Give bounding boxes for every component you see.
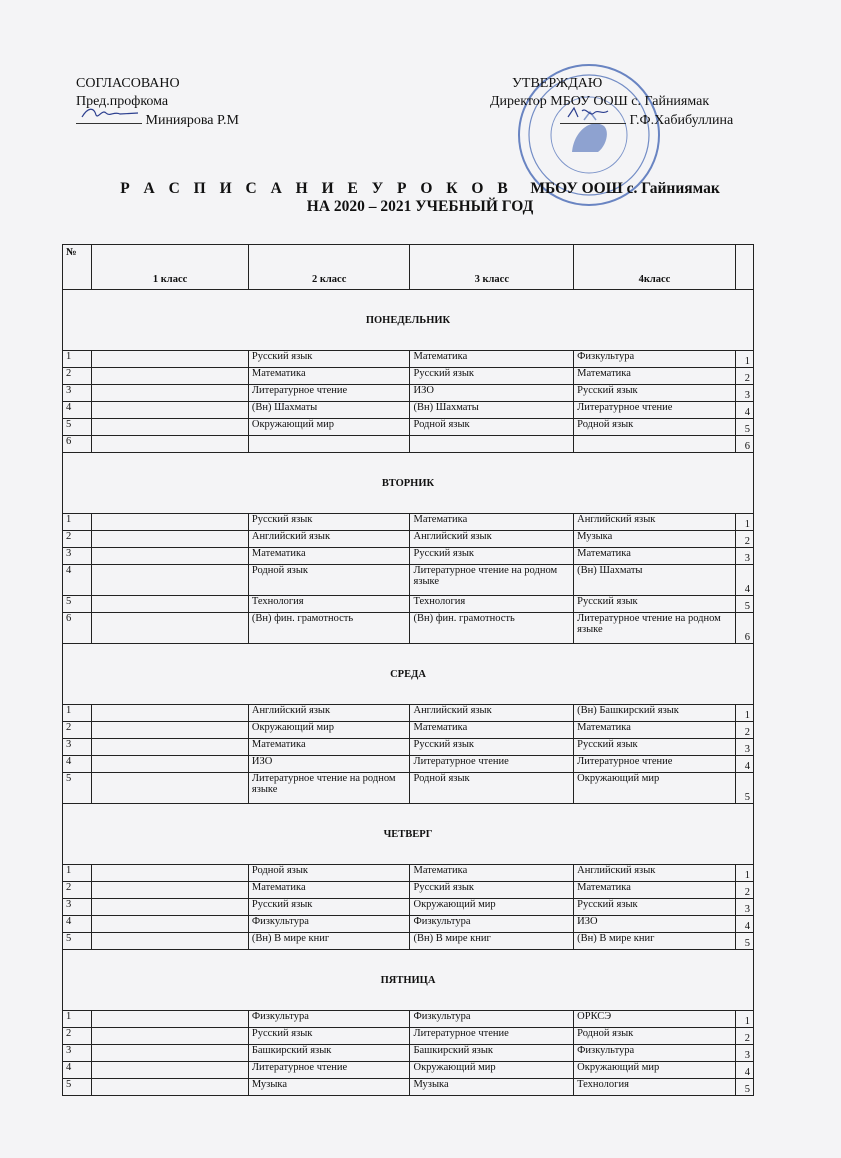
approved-position: Директор МБОУ ООШ с. Гайниямак: [490, 94, 710, 109]
lesson-number-right: 1: [735, 514, 753, 531]
lesson-number-right: 1: [735, 1011, 753, 1028]
class-2-lesson: Математика: [248, 368, 410, 385]
class-1-lesson: [92, 565, 249, 596]
lesson-row: [63, 368, 754, 385]
class-1-lesson: [92, 514, 249, 531]
class-1-lesson: [92, 1011, 249, 1028]
lesson-row: [63, 705, 754, 722]
class-2-lesson: Русский язык: [248, 1028, 410, 1045]
schedule-table: [62, 244, 754, 1096]
class-1-lesson: [92, 596, 249, 613]
header-empty: [735, 245, 753, 290]
lesson-number-right: 3: [735, 1045, 753, 1062]
lesson-number-right: 5: [735, 419, 753, 436]
lesson-row: [63, 933, 754, 950]
class-4-lesson: Математика: [574, 368, 736, 385]
lesson-number-right: 3: [735, 548, 753, 565]
lesson-number-right: 5: [735, 773, 753, 804]
class-3-lesson: Окружающий мир: [410, 1062, 574, 1079]
lesson-number-right: 4: [735, 565, 753, 596]
lesson-row: [63, 1011, 754, 1028]
title-year: НА 2020 – 2021 УЧЕБНЫЙ ГОД: [306, 198, 534, 215]
lesson-row: [63, 865, 754, 882]
lesson-number-right: 4: [735, 916, 753, 933]
class-3-lesson: Башкирский язык: [410, 1045, 574, 1062]
class-4-lesson: Английский язык: [574, 865, 736, 882]
lesson-row: [63, 514, 754, 531]
class-1-lesson: [92, 773, 249, 804]
lesson-row: [63, 739, 754, 756]
class-4-lesson: Русский язык: [574, 739, 736, 756]
lesson-number: 4: [63, 402, 92, 419]
lesson-row: [63, 756, 754, 773]
day-header-row: [63, 644, 754, 705]
class-2-lesson: Физкультура: [248, 1011, 410, 1028]
lesson-row: [63, 402, 754, 419]
header-number: №: [63, 245, 92, 290]
signature-image: [76, 111, 142, 124]
agreed-signature-line: [76, 111, 239, 130]
class-3-lesson: [410, 436, 574, 453]
document-title: [80, 180, 760, 216]
class-2-lesson: (Вн) Шахматы: [248, 402, 410, 419]
day-header-row: [63, 950, 754, 1011]
class-3-lesson: ИЗО: [410, 385, 574, 402]
lesson-number: 3: [63, 899, 92, 916]
lesson-row: [63, 436, 754, 453]
lesson-number: 4: [63, 916, 92, 933]
lesson-number: 5: [63, 1079, 92, 1096]
class-1-lesson: [92, 916, 249, 933]
lesson-row: [63, 722, 754, 739]
class-4-lesson: Литературное чтение: [574, 756, 736, 773]
class-3-lesson: Родной язык: [410, 773, 574, 804]
class-4-lesson: Физкультура: [574, 351, 736, 368]
class-3-lesson: Литературное чтение: [410, 1028, 574, 1045]
class-2-lesson: Литературное чтение на родном языке: [248, 773, 410, 804]
class-4-lesson: Русский язык: [574, 596, 736, 613]
class-4-lesson: ИЗО: [574, 916, 736, 933]
lesson-row: [63, 1045, 754, 1062]
class-2-lesson: Башкирский язык: [248, 1045, 410, 1062]
class-3-lesson: (Вн) фин. грамотность: [410, 613, 574, 644]
header-class-2: 2 класс: [248, 245, 410, 290]
class-1-lesson: [92, 436, 249, 453]
lesson-number-right: 2: [735, 722, 753, 739]
class-1-lesson: [92, 1045, 249, 1062]
class-4-lesson: [574, 436, 736, 453]
class-4-lesson: Технология: [574, 1079, 736, 1096]
lesson-number: 5: [63, 773, 92, 804]
lesson-row: [63, 565, 754, 596]
class-2-lesson: ИЗО: [248, 756, 410, 773]
class-2-lesson: Окружающий мир: [248, 722, 410, 739]
lesson-number-right: 1: [735, 865, 753, 882]
class-2-lesson: Окружающий мир: [248, 419, 410, 436]
class-2-lesson: [248, 436, 410, 453]
class-3-lesson: (Вн) В мире книг: [410, 933, 574, 950]
lesson-number: 2: [63, 531, 92, 548]
agreed-label: СОГЛАСОВАНО: [76, 76, 180, 91]
class-3-lesson: Русский язык: [410, 739, 574, 756]
header-class-3: 3 класс: [410, 245, 574, 290]
signature-image: [560, 111, 626, 124]
lesson-number-right: 6: [735, 436, 753, 453]
lesson-row: [63, 548, 754, 565]
class-1-lesson: [92, 368, 249, 385]
lesson-number-right: 2: [735, 882, 753, 899]
class-1-lesson: [92, 899, 249, 916]
approved-label: УТВЕРЖДАЮ: [512, 76, 603, 91]
day-header-row: [63, 290, 754, 351]
class-2-lesson: Литературное чтение: [248, 385, 410, 402]
class-1-lesson: [92, 756, 249, 773]
lesson-number-right: 3: [735, 739, 753, 756]
lesson-number-right: 6: [735, 613, 753, 644]
class-1-lesson: [92, 705, 249, 722]
class-3-lesson: (Вн) Шахматы: [410, 402, 574, 419]
class-4-lesson: Математика: [574, 882, 736, 899]
class-1-lesson: [92, 613, 249, 644]
lesson-row: [63, 899, 754, 916]
class-3-lesson: Литературное чтение на родном языке: [410, 565, 574, 596]
lesson-number: 3: [63, 739, 92, 756]
class-3-lesson: Русский язык: [410, 368, 574, 385]
lesson-row: [63, 385, 754, 402]
lesson-number: 1: [63, 514, 92, 531]
class-3-lesson: Английский язык: [410, 531, 574, 548]
class-1-lesson: [92, 419, 249, 436]
lesson-number: 1: [63, 705, 92, 722]
lesson-number-right: 2: [735, 531, 753, 548]
class-1-lesson: [92, 531, 249, 548]
class-3-lesson: Окружающий мир: [410, 899, 574, 916]
day-name: СРЕДА: [63, 644, 754, 705]
lesson-row: [63, 1062, 754, 1079]
approval-block-approved: [490, 75, 760, 130]
agreed-position: Пред.профкома: [76, 94, 169, 109]
approval-block-agreed: [76, 75, 239, 130]
day-name: ПОНЕДЕЛЬНИК: [63, 290, 754, 351]
class-2-lesson: Русский язык: [248, 899, 410, 916]
class-4-lesson: Родной язык: [574, 1028, 736, 1045]
class-4-lesson: Родной язык: [574, 419, 736, 436]
lesson-number-right: 4: [735, 1062, 753, 1079]
lesson-number: 4: [63, 1062, 92, 1079]
day-name: ВТОРНИК: [63, 453, 754, 514]
class-4-lesson: Русский язык: [574, 899, 736, 916]
day-name: ПЯТНИЦА: [63, 950, 754, 1011]
lesson-number-right: 1: [735, 705, 753, 722]
class-2-lesson: Английский язык: [248, 531, 410, 548]
class-1-lesson: [92, 1062, 249, 1079]
lesson-number: 1: [63, 351, 92, 368]
header-class-4: 4класс: [574, 245, 736, 290]
lesson-row: [63, 1028, 754, 1045]
lesson-number: 2: [63, 1028, 92, 1045]
class-3-lesson: Технология: [410, 596, 574, 613]
class-1-lesson: [92, 1079, 249, 1096]
class-2-lesson: Английский язык: [248, 705, 410, 722]
class-1-lesson: [92, 933, 249, 950]
lesson-row: [63, 916, 754, 933]
class-4-lesson: (Вн) В мире книг: [574, 933, 736, 950]
class-4-lesson: (Вн) Башкирский язык: [574, 705, 736, 722]
class-4-lesson: Английский язык: [574, 514, 736, 531]
class-2-lesson: Литературное чтение: [248, 1062, 410, 1079]
lesson-row: [63, 773, 754, 804]
lesson-number-right: 2: [735, 1028, 753, 1045]
lesson-number: 3: [63, 385, 92, 402]
header-row: [63, 245, 754, 290]
class-3-lesson: Русский язык: [410, 882, 574, 899]
day-header-row: [63, 804, 754, 865]
class-3-lesson: Русский язык: [410, 548, 574, 565]
class-1-lesson: [92, 351, 249, 368]
class-4-lesson: Физкультура: [574, 1045, 736, 1062]
class-1-lesson: [92, 865, 249, 882]
lesson-number-right: 4: [735, 756, 753, 773]
class-4-lesson: Литературное чтение: [574, 402, 736, 419]
class-3-lesson: Физкультура: [410, 916, 574, 933]
lesson-number-right: 5: [735, 596, 753, 613]
lesson-row: [63, 351, 754, 368]
class-3-lesson: Математика: [410, 351, 574, 368]
lesson-number-right: 5: [735, 933, 753, 950]
class-2-lesson: Математика: [248, 882, 410, 899]
class-1-lesson: [92, 1028, 249, 1045]
lesson-number-right: 4: [735, 402, 753, 419]
class-3-lesson: Физкультура: [410, 1011, 574, 1028]
title-school: МБОУ ООШ с. Гайниямак: [530, 180, 720, 197]
class-4-lesson: Окружающий мир: [574, 1062, 736, 1079]
class-3-lesson: Музыка: [410, 1079, 574, 1096]
lesson-number: 5: [63, 419, 92, 436]
lesson-row: [63, 596, 754, 613]
lesson-number-right: 5: [735, 1079, 753, 1096]
lesson-number: 3: [63, 548, 92, 565]
class-3-lesson: Математика: [410, 514, 574, 531]
class-4-lesson: Музыка: [574, 531, 736, 548]
lesson-number: 4: [63, 756, 92, 773]
lesson-number: 3: [63, 1045, 92, 1062]
lesson-row: [63, 531, 754, 548]
class-3-lesson: Английский язык: [410, 705, 574, 722]
class-1-lesson: [92, 385, 249, 402]
lesson-number: 4: [63, 565, 92, 596]
class-3-lesson: Математика: [410, 722, 574, 739]
class-4-lesson: (Вн) Шахматы: [574, 565, 736, 596]
header-class-1: 1 класс: [92, 245, 249, 290]
class-1-lesson: [92, 402, 249, 419]
class-1-lesson: [92, 739, 249, 756]
lesson-number-right: 3: [735, 899, 753, 916]
class-2-lesson: (Вн) фин. грамотность: [248, 613, 410, 644]
class-2-lesson: Родной язык: [248, 565, 410, 596]
class-4-lesson: Математика: [574, 548, 736, 565]
class-2-lesson: Математика: [248, 548, 410, 565]
class-2-lesson: Родной язык: [248, 865, 410, 882]
day-header-row: [63, 453, 754, 514]
class-4-lesson: Математика: [574, 722, 736, 739]
lesson-row: [63, 1079, 754, 1096]
lesson-number-right: 1: [735, 351, 753, 368]
class-2-lesson: Русский язык: [248, 351, 410, 368]
class-4-lesson: ОРКСЭ: [574, 1011, 736, 1028]
class-3-lesson: Литературное чтение: [410, 756, 574, 773]
lesson-number: 1: [63, 865, 92, 882]
class-1-lesson: [92, 882, 249, 899]
lesson-number: 6: [63, 436, 92, 453]
class-3-lesson: Родной язык: [410, 419, 574, 436]
lesson-number: 6: [63, 613, 92, 644]
class-3-lesson: Математика: [410, 865, 574, 882]
class-2-lesson: Русский язык: [248, 514, 410, 531]
class-2-lesson: Физкультура: [248, 916, 410, 933]
lesson-number: 5: [63, 596, 92, 613]
class-4-lesson: Литературное чтение на родном языке: [574, 613, 736, 644]
lesson-number: 2: [63, 722, 92, 739]
lesson-number: 2: [63, 882, 92, 899]
class-1-lesson: [92, 548, 249, 565]
agreed-signer-name: Миниярова Р.М: [145, 113, 239, 128]
class-4-lesson: Окружающий мир: [574, 773, 736, 804]
lesson-number: 5: [63, 933, 92, 950]
class-4-lesson: Русский язык: [574, 385, 736, 402]
class-2-lesson: Технология: [248, 596, 410, 613]
approved-signer-name: Г.Ф.Хабибуллина: [629, 113, 734, 128]
title-spaced: Р А С П И С А Н И Е У Р О К О В: [120, 180, 513, 197]
lesson-number-right: 3: [735, 385, 753, 402]
lesson-number-right: 2: [735, 368, 753, 385]
class-2-lesson: Музыка: [248, 1079, 410, 1096]
day-name: ЧЕТВЕРГ: [63, 804, 754, 865]
class-2-lesson: (Вн) В мире книг: [248, 933, 410, 950]
class-2-lesson: Математика: [248, 739, 410, 756]
lesson-number: 1: [63, 1011, 92, 1028]
class-1-lesson: [92, 722, 249, 739]
lesson-row: [63, 882, 754, 899]
lesson-row: [63, 613, 754, 644]
lesson-number: 2: [63, 368, 92, 385]
approved-signature-line: [490, 111, 760, 130]
lesson-row: [63, 419, 754, 436]
